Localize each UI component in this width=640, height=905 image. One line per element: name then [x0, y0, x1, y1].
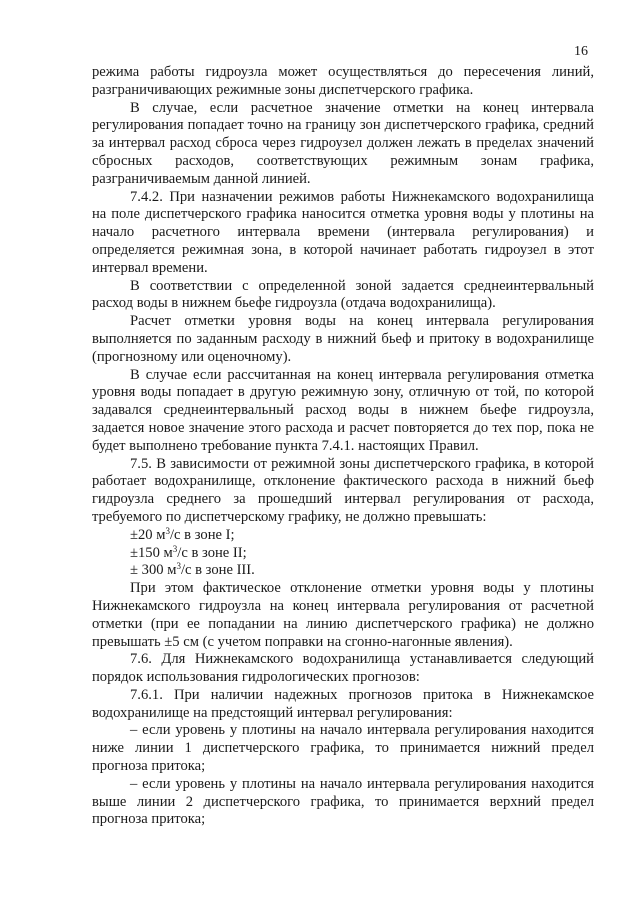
paragraph: В соответствии с определенной зоной задается среднеинтервальный расход воды в нижнем бьефе гидроузла (отдача водохранилища). [92, 277, 594, 312]
paragraph: 7.5. В зависимости от режимной зоны диспетчерского графика, в которой работает водохранилище, отклонение фактического расхода в нижний бьеф гидроузла среднего за прошедший интервал регулирования от расхода, требуемого по диспетчерскому графику, не должно превышать: [92, 455, 594, 525]
zone-limit-3: ± 300 $м^3/с$ в зоне III. [130, 561, 255, 579]
paragraph: режима работы гидроузла может осуществляться до пересечения линий, разграничивающих режимные зоны диспетчерского графика. [92, 64, 594, 98]
list-item: – если уровень у плотины на начало интервала регулирования находится ниже линии 1 диспетчерского графика, то принимается нижний предел прогноза притока; [92, 722, 594, 775]
document-body [92, 64, 594, 829]
zone-limit-1: ±20 $м^3/с$ в зоне I; [130, 525, 235, 543]
paragraph: 7.6. Для Нижнекамского водохранилища устанавливается следующий порядок использования гидрологических прогнозов: [92, 651, 594, 686]
paragraph: Расчет отметки уровня воды на конец интервала регулирования выполняется по заданным расходу в нижний бьеф и притоку в водохранилище (прогнозному или оценочному). [92, 313, 594, 365]
paragraph: В случае если рассчитанная на конец интервала регулирования отметка уровня воды попадает в другую режимную зону, отличную от той, по которой задавался среднеинтервальный расход воды в нижнем бьефе гидроузла, задается новое значение этого расхода и расчет повторяется до тех пор, пока не будет выполнено требование пункта 7.4.1. настоящих Правил. [92, 366, 594, 454]
page-number: 16 [574, 44, 588, 59]
list-item: – если уровень у плотины на начало интервала регулирования находится выше линии 2 диспетчерского графика, то принимается верхний предел прогноза притока; [92, 775, 594, 828]
paragraph: 7.6.1. При наличии надежных прогнозов притока в Нижнекамское водохранилище на предстоящий интервал регулирования: [92, 686, 594, 721]
zone-limit-2: ±150 $м^3/с$ в зоне II; [130, 543, 247, 561]
paragraph: В случае, если расчетное значение отметки на конец интервала регулирования попадает точно на границу зон диспетчерского графика, средний за интервал расход сброса через гидроузел должен лежать в пределах значений сбросных расходов, соответствующих режимным зонам графика, разграничиваемым данной линией. [92, 99, 594, 187]
paragraph: При этом фактическое отклонение отметки уровня воды у плотины Нижнекамского гидроузла на конец интервала регулирования от расчетной отметки (при ее попадании на линию диспетчерского графика) не должно превышать ±5 см (с учетом поправки на сгонно-нагонные явления). [92, 580, 594, 650]
paragraph: 7.4.2. При назначении режимов работы Нижнекамского водохранилища на поле диспетчерского графика наносится отметка уровня воды у плотины на начало расчетного интервала времени (интервала регулирования) и определяется режимная зона, в которой начинает работать гидроузел в этот интервал времени. [92, 188, 594, 276]
